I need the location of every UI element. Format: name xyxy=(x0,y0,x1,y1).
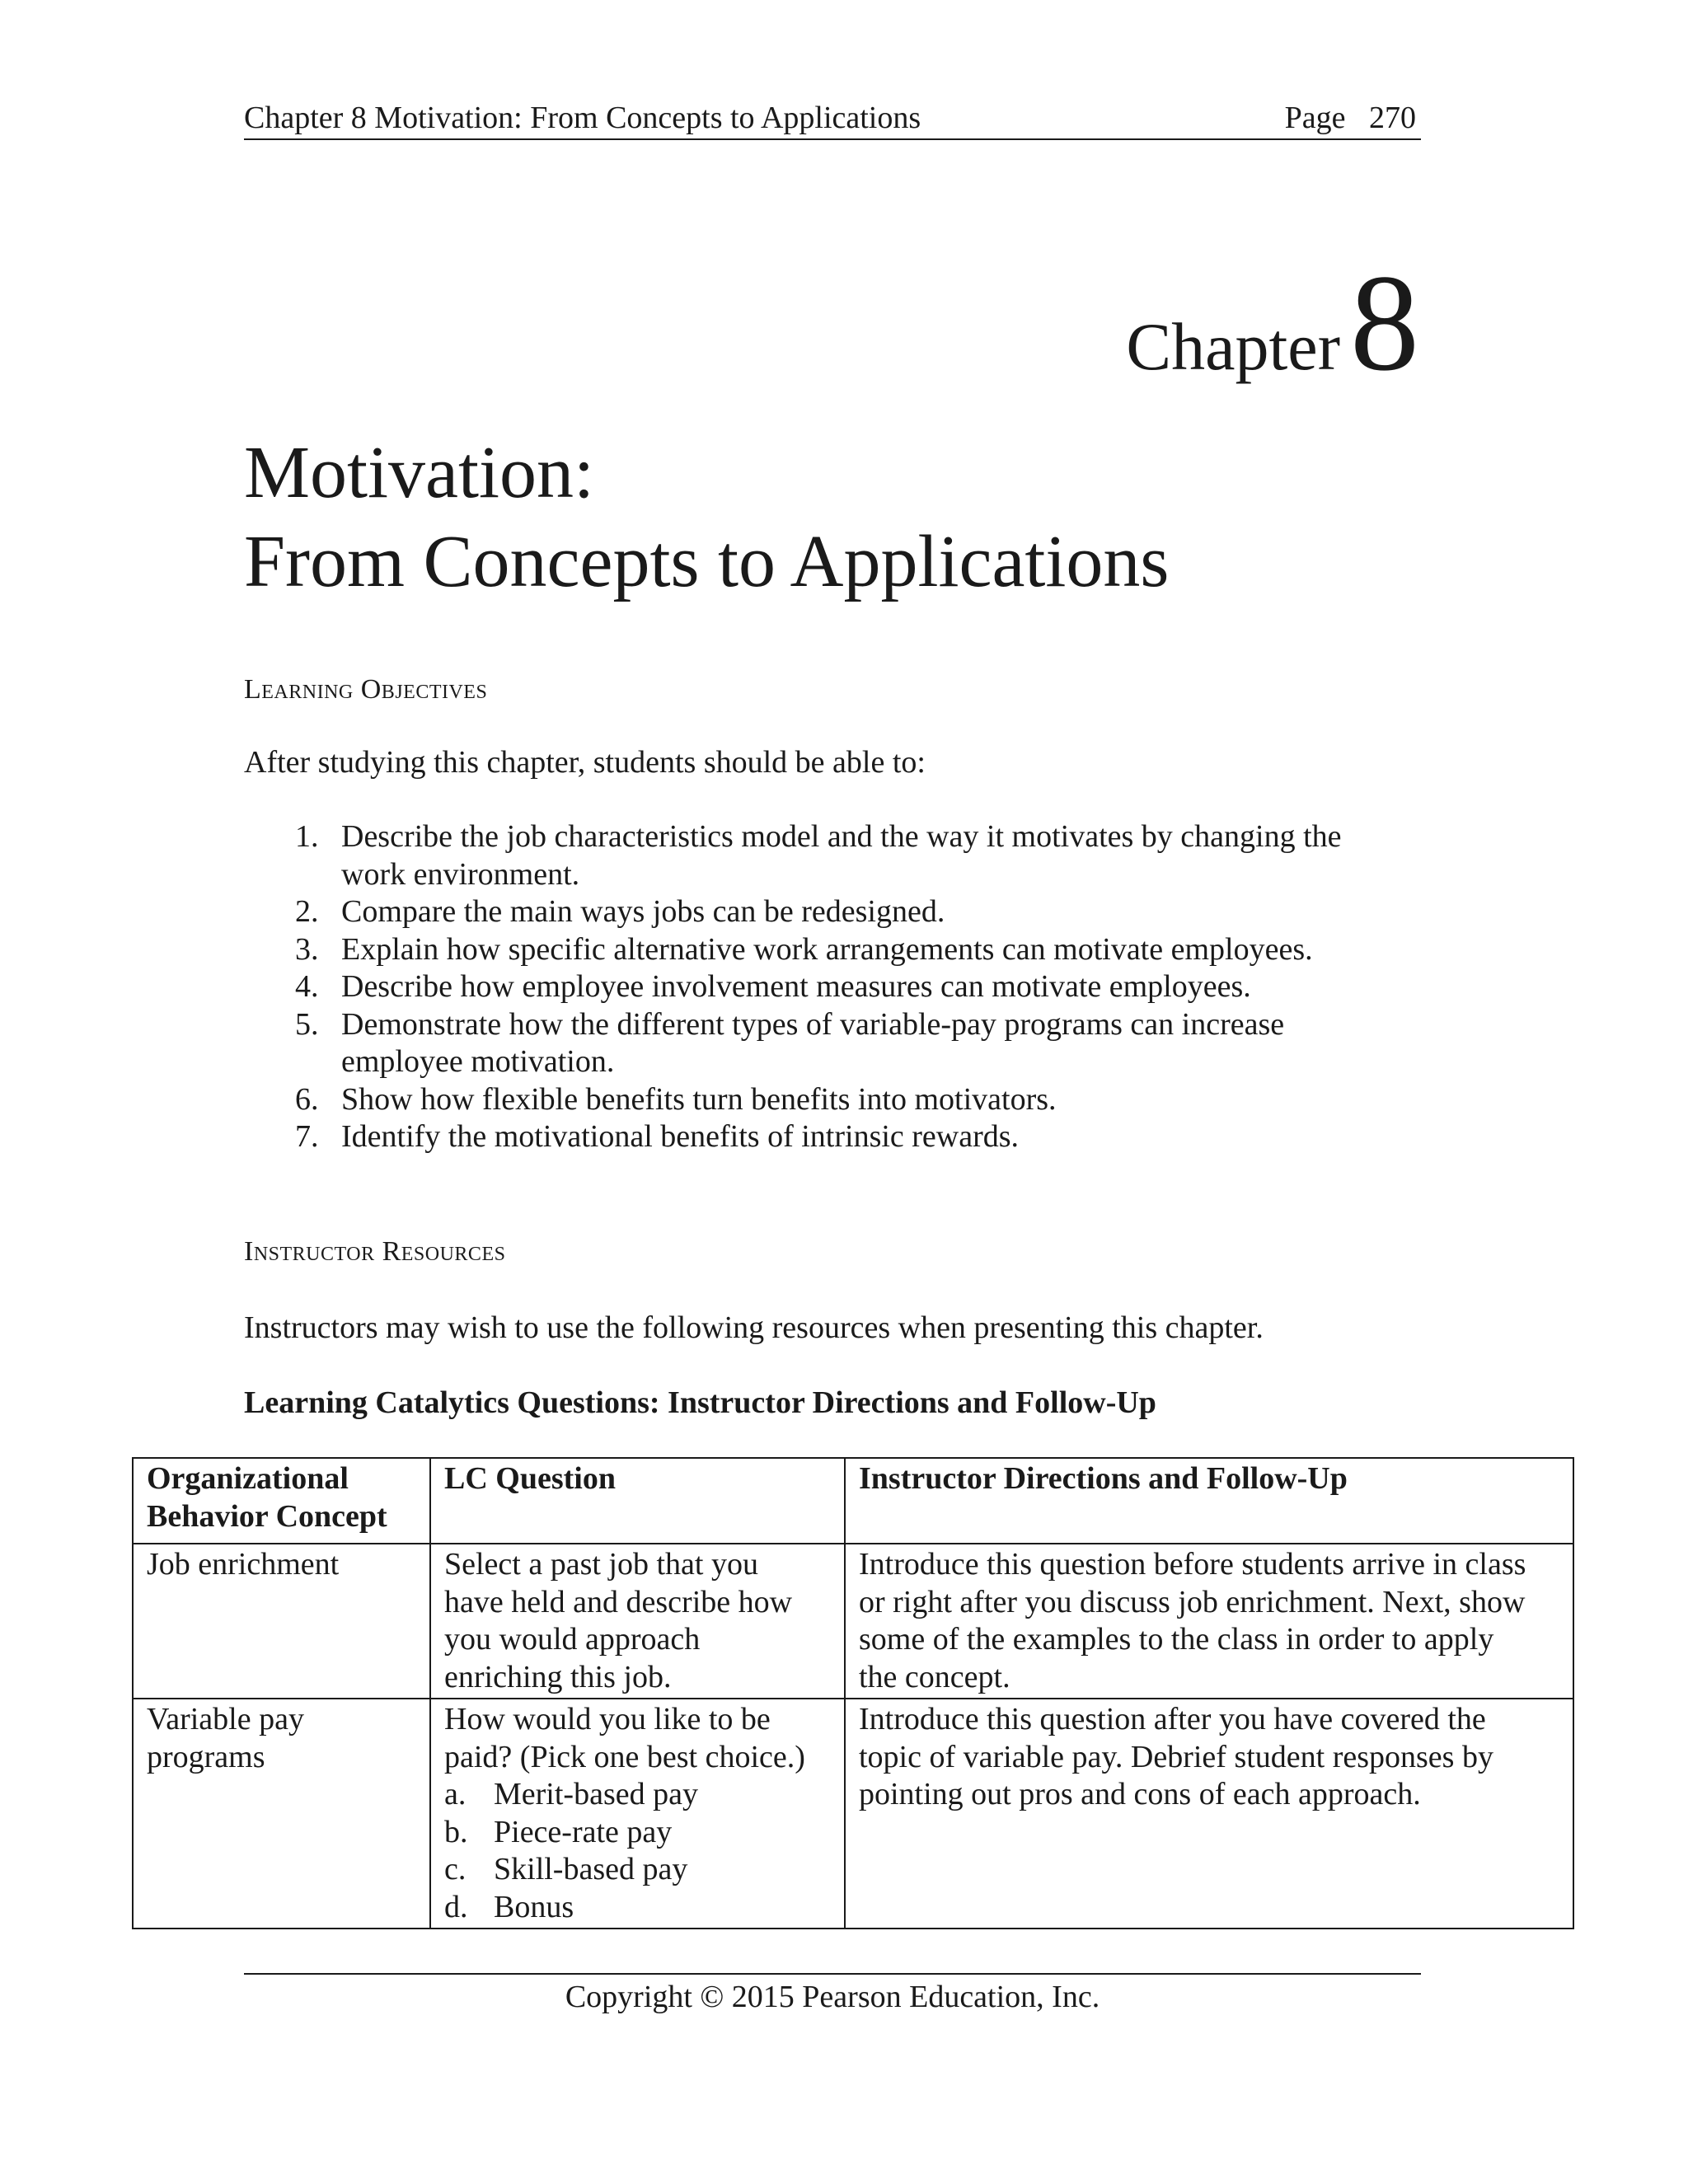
header-concept-line1: Organizational xyxy=(147,1461,349,1496)
learning-catalytics-heading: Learning Catalytics Questions: Instructor Directions and Follow-Up xyxy=(244,1385,1156,1420)
cell-text-line: or right after you discuss job enrichment. Next, show xyxy=(859,1584,1526,1619)
objective-number: 3. xyxy=(295,931,319,967)
choice-letter: b. xyxy=(444,1814,468,1849)
objective-item xyxy=(244,893,1414,931)
chapter-word: Chapter xyxy=(1126,309,1340,384)
objective-text: Demonstrate how the different types of variable-pay programs can increase xyxy=(341,1006,1285,1042)
objective-item xyxy=(244,1081,1414,1119)
chapter-label xyxy=(1126,246,1419,400)
cell-text-line: Variable pay xyxy=(147,1702,304,1736)
chapter-title-line2: From Concepts to Applications xyxy=(244,521,1170,602)
instructor-resources-heading: Instructor Resources xyxy=(244,1236,506,1267)
table-row xyxy=(133,1699,1573,1929)
cell-text-line: Select a past job that you xyxy=(444,1547,758,1582)
answer-choice xyxy=(444,1851,831,1889)
cell-text-line: paid? (Pick one best choice.) xyxy=(444,1739,805,1774)
cell-directions xyxy=(845,1699,1573,1929)
header-directions: Instructor Directions and Follow-Up xyxy=(845,1458,1573,1544)
objective-text: Describe the job characteristics model and the way it motivates by changing the xyxy=(341,819,1342,854)
learning-catalytics-table xyxy=(132,1457,1574,1929)
objective-number: 2. xyxy=(295,894,319,929)
copyright-footer: Copyright © 2015 Pearson Education, Inc. xyxy=(565,1980,1100,2014)
objective-number: 5. xyxy=(295,1006,319,1042)
header-question: LC Question xyxy=(430,1458,845,1544)
cell-text-line: Introduce this question before students arrive in class xyxy=(859,1547,1526,1582)
objective-item xyxy=(244,931,1414,969)
objective-item xyxy=(244,1006,1414,1081)
objective-number: 4. xyxy=(295,969,319,1004)
choice-letter: d. xyxy=(444,1889,468,1924)
objective-item xyxy=(244,818,1414,893)
objective-number: 7. xyxy=(295,1119,319,1154)
cell-text-line: the concept. xyxy=(859,1659,1010,1694)
choice-text: Skill-based pay xyxy=(494,1852,688,1886)
objective-text: Describe how employee involvement measures can motivate employees. xyxy=(341,969,1251,1004)
cell-text-line: Introduce this question after you have covered the xyxy=(859,1702,1486,1736)
answer-choice xyxy=(444,1776,831,1814)
cell-text-line: pointing out pros and cons of each approach. xyxy=(859,1777,1421,1811)
objective-number: 6. xyxy=(295,1081,319,1117)
objective-text: Explain how specific alternative work arrangements can motivate employees. xyxy=(341,931,1313,967)
cell-text-line: some of the examples to the class in order to apply xyxy=(859,1622,1494,1657)
objective-text: Compare the main ways jobs can be redesigned. xyxy=(341,894,945,929)
running-header xyxy=(244,97,1421,140)
cell-text-line: you would approach xyxy=(444,1622,701,1657)
choice-letter: c. xyxy=(444,1852,467,1886)
objective-item xyxy=(244,968,1414,1006)
cell-text-line: programs xyxy=(147,1739,265,1774)
cell-text-line: have held and describe how xyxy=(444,1584,793,1619)
table-row xyxy=(133,1544,1573,1699)
choice-letter: a. xyxy=(444,1777,467,1811)
learning-objectives-heading: Learning Objectives xyxy=(244,674,488,705)
instructor-resources-intro: Instructors may wish to use the following resources when presenting this chapter. xyxy=(244,1310,1264,1345)
objective-number: 1. xyxy=(295,819,319,854)
cell-text-line: topic of variable pay. Debrief student responses by xyxy=(859,1739,1493,1774)
header-concept-line2: Behavior Concept xyxy=(147,1498,387,1534)
chapter-number: 8 xyxy=(1350,246,1419,400)
learning-objectives-intro: After studying this chapter, students should be able to: xyxy=(244,745,926,780)
choice-text: Piece-rate pay xyxy=(494,1814,673,1849)
cell-text-line: enriching this job. xyxy=(444,1659,672,1694)
learning-objectives-list xyxy=(244,818,1414,1156)
choice-text: Merit-based pay xyxy=(494,1777,698,1811)
header-concept xyxy=(133,1458,430,1544)
cell-directions xyxy=(845,1544,1573,1699)
answer-choice xyxy=(444,1814,831,1852)
cell-concept xyxy=(133,1699,430,1929)
answer-choice xyxy=(444,1889,831,1927)
chapter-title-line1: Motivation: xyxy=(244,432,594,513)
table-header-row xyxy=(133,1458,1573,1544)
objective-item xyxy=(244,1118,1414,1156)
answer-choices xyxy=(444,1776,831,1926)
objective-text-cont: employee motivation. xyxy=(341,1044,615,1079)
objective-text-cont: work environment. xyxy=(341,856,580,892)
choice-text: Bonus xyxy=(494,1889,574,1924)
running-title: Chapter 8 Motivation: From Concepts to Applications xyxy=(244,101,921,135)
cell-concept: Job enrichment xyxy=(133,1544,430,1699)
cell-question xyxy=(430,1544,845,1699)
objective-text: Show how flexible benefits turn benefits into motivators. xyxy=(341,1081,1057,1117)
cell-text-line: How would you like to be xyxy=(444,1702,771,1736)
objective-text: Identify the motivational benefits of intrinsic rewards. xyxy=(341,1119,1020,1154)
page-number: Page 270 xyxy=(1284,101,1416,135)
chapter-title xyxy=(244,429,1169,607)
footer-divider xyxy=(244,1973,1421,1975)
cell-question xyxy=(430,1699,845,1929)
